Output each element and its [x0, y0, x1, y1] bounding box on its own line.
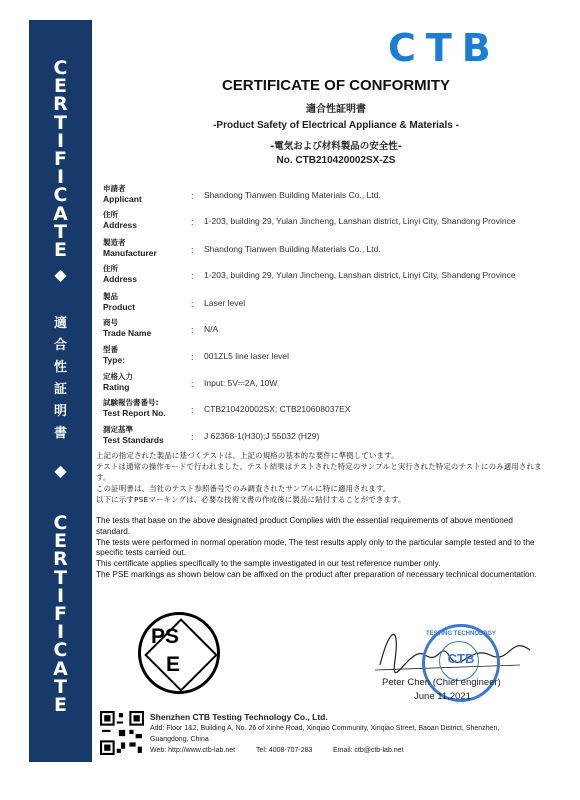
field-value: J 62368-1(H30);J 55032 (H29): [204, 431, 320, 441]
statement-ja-line: テストは通常の操作モードで行われました。テスト結果はテストされた特定のサンプルと実行された特定のテストにのみ適用されます。: [96, 462, 542, 482]
field-label-en: Applicant: [103, 194, 142, 204]
sidebar-letter: C: [53, 184, 68, 207]
field-label: [103, 344, 189, 366]
field-label: [103, 291, 189, 313]
field-label-ja: 住所: [103, 264, 118, 273]
sidebar-letter: I: [56, 621, 65, 644]
field-colon: :: [191, 432, 194, 442]
field-value: 1-203, building 29, Yulan Jincheng, Lanshan district, Linyi City, Shandong Province: [204, 216, 516, 226]
footer-address2: Guangdong, China: [150, 736, 209, 743]
sidebar-diamond: ◆: [54, 463, 67, 480]
field-label: [103, 424, 189, 446]
pse-mark: [138, 612, 220, 694]
sidebar-letter: C: [53, 512, 68, 534]
statement-ja-line: この証明書は、当社のテスト参照番号でのみ調査されたサンプルに特に適用されます。: [96, 484, 391, 493]
footer-email: Email: ctb@ctb-lab.net: [333, 747, 404, 754]
stamp-center-text: CTB: [447, 651, 475, 666]
field-label-ja: 型番: [103, 345, 118, 354]
sidebar-letter: E: [54, 530, 67, 553]
field-label-ja: 申請者: [103, 184, 126, 193]
pse-mark-ps: PS: [151, 625, 180, 648]
sidebar-cjk-char: 証: [53, 382, 67, 397]
field-label-en: Trade Name: [103, 328, 152, 338]
certificate-sidebar: [29, 20, 92, 762]
field-colon: :: [191, 299, 194, 309]
stamp-ring-text: TESTING TECHNOLOGY: [425, 631, 496, 637]
field-label: [103, 209, 189, 231]
sidebar-letter: I: [56, 129, 65, 152]
certificate-title: CERTIFICATE OF CONFORMITY: [221, 77, 451, 94]
sidebar-letter: T: [54, 220, 67, 243]
field-label: [103, 237, 189, 259]
sidebar-cjk-char: 明: [53, 404, 67, 419]
sidebar-letter: F: [54, 148, 67, 170]
field-colon: :: [191, 379, 194, 389]
field-label-ja: 試験報告書番号:: [103, 398, 159, 407]
sidebar-cjk-char: 性: [53, 360, 67, 375]
statement-ja-line: 以下に示すPSEマーキングは、必要な技術文書の作成後に製品に貼付することができます。: [96, 495, 406, 504]
field-colon: :: [191, 217, 194, 227]
field-label-ja: 商号: [103, 318, 118, 327]
field-value: Shandong Tianwen Building Materials Co., Ltd.: [204, 190, 381, 200]
field-label-ja: 製品: [103, 292, 118, 301]
field-label-ja: 測定基準: [103, 425, 133, 434]
field-label: [103, 263, 189, 285]
field-label-en: Type:: [103, 355, 126, 365]
sidebar-letter: A: [53, 202, 68, 225]
sidebar-diamond: ◆: [54, 267, 67, 284]
sidebar-letter: I: [56, 584, 65, 607]
statement-ja-line: 上記の指定された製品に基づくテストは、上記の規格の基本的な要件に準拠しています。: [96, 451, 399, 460]
sidebar-cjk-char: 合: [53, 338, 67, 353]
field-label: [103, 183, 189, 205]
field-colon: :: [191, 325, 194, 335]
field-label-en: Test Standards: [103, 435, 164, 445]
statement-ja: [96, 450, 546, 505]
certificate-subtitle-ja: -電気および材料製品の安全性-: [270, 141, 402, 152]
pse-mark-e: E: [166, 653, 181, 676]
field-value: Input: 5V⎓2A, 10W.: [204, 378, 280, 388]
sidebar-cjk-char: 書: [53, 426, 67, 441]
sidebar-letter: R: [53, 93, 68, 116]
statement-en-line: This certificate applies specifically to the sample investigated in our test reference number only.: [96, 559, 441, 569]
field-colon: :: [191, 405, 194, 415]
field-label-en: Test Report No.: [103, 408, 166, 418]
statement-en: [96, 516, 546, 581]
field-label: [103, 371, 189, 393]
field-label-ja: 定格入力: [103, 372, 133, 381]
sidebar-letter: R: [53, 548, 68, 571]
statement-en-line: The tests were performed in normal operation mode, The test results apply only to the particular sample tested and to the specific tests carried out.: [96, 537, 535, 558]
field-value: N/A: [204, 324, 219, 334]
certificate-title-ja: 適合性証明書: [306, 104, 366, 115]
field-colon: :: [191, 352, 194, 362]
field-label-en: Address: [103, 220, 138, 230]
sidebar-letter: E: [54, 75, 67, 98]
sidebar-letter: E: [54, 694, 67, 716]
field-label-en: Product: [103, 302, 136, 312]
field-value: Shandong Tianwen Building Materials Co., Ltd.: [204, 244, 381, 254]
field-value: Laser level: [204, 298, 246, 308]
field-colon: :: [191, 245, 194, 255]
sidebar-letter: E: [54, 239, 67, 261]
signer-name: Peter Chen (Chief engineer): [382, 677, 501, 688]
sign-date: June 11,2021: [414, 691, 471, 702]
footer-company: Shenzhen CTB Testing Technology Co., Ltd.: [150, 712, 328, 722]
field-colon: :: [191, 271, 194, 281]
footer-tel: Tel: 4008-707-283: [256, 747, 313, 754]
statement-en-line: The tests that base on the above designated product Complies with the essential requirements of above mentioned standard.: [96, 516, 513, 536]
sidebar-letter: T: [54, 111, 67, 134]
field-label-en: Address: [103, 274, 138, 284]
field-label: [103, 397, 189, 419]
sidebar-letter: F: [54, 603, 67, 625]
footer-web: Web: http://www.ctb-lab.net: [150, 747, 236, 754]
qr-code-icon: [100, 711, 144, 755]
field-value: 001ZL5 line laser level: [204, 351, 290, 361]
statement-en-line: The PSE markings as shown below can be affixed on the product after preparation of necessary technical documentation.: [96, 569, 537, 579]
certificate-number: No. CTB210420002SX-ZS: [276, 155, 396, 166]
sidebar-cjk-char: 適: [53, 316, 67, 331]
certificate-subtitle: -Product Safety of Electrical Appliance & Materials -: [213, 120, 459, 131]
sidebar-letter: I: [56, 166, 65, 189]
field-value: CTB210420002SX; CTB210608037EX: [204, 404, 351, 414]
ctb-logo: CTB: [388, 26, 501, 70]
field-label-ja: 住所: [103, 210, 118, 219]
sidebar-letter: T: [54, 675, 67, 698]
field-label: [103, 317, 189, 339]
field-label-en: Rating: [103, 382, 130, 392]
field-value: 1-203, building 29, Yulan Jincheng, Lanshan district, Linyi City, Shandong Province: [204, 270, 516, 280]
field-label-ja: 製造者: [103, 238, 126, 247]
sidebar-letter: C: [53, 57, 68, 79]
field-label-en: Manufacturer: [103, 248, 157, 258]
sidebar-letter: C: [53, 639, 68, 662]
field-colon: :: [191, 191, 194, 201]
footer-address: Add: Floor 1&2, Building A, No. 26 of Xinhe Road, Xinqiao Community, Xinqiao Street, Baoan District, Shenzhen,: [150, 725, 500, 732]
sidebar-letter: A: [53, 657, 68, 680]
sidebar-letter: T: [54, 566, 67, 589]
